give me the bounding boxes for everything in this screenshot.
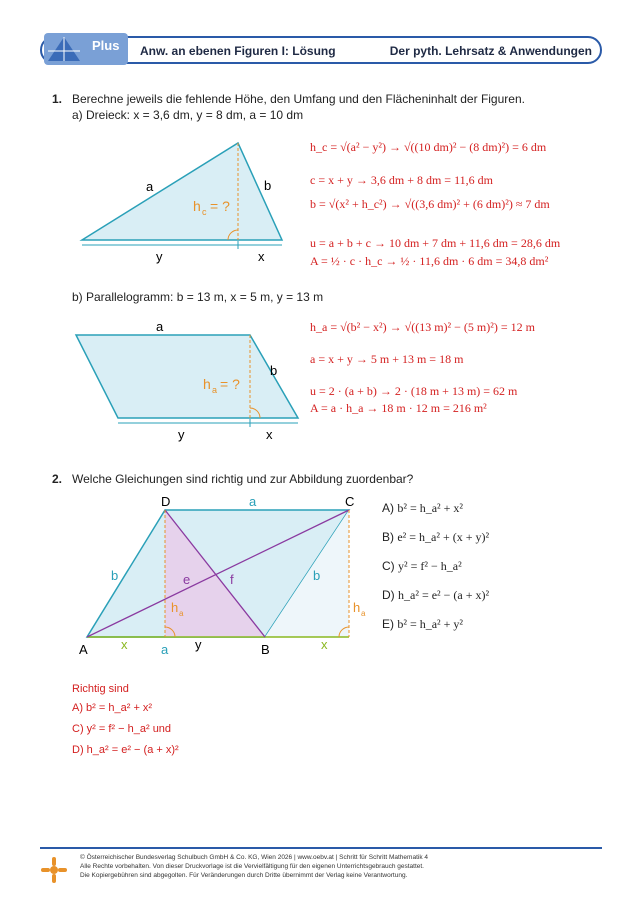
option-d: D) h_a² = e² − (a + x)² bbox=[382, 588, 490, 602]
option-c: C) y² = f² − h_a² bbox=[382, 559, 462, 573]
calc-b: b = √(x² + h_c²) → √((3,6 dm)² + (6 dm)²) ≈ 7 dm bbox=[310, 197, 550, 211]
svg-text:a: a bbox=[179, 609, 184, 618]
sheet-topic: Der pyth. Lehrsatz & Anwendungen bbox=[389, 44, 592, 58]
segment-y: y bbox=[195, 637, 202, 652]
side-b-label: b bbox=[270, 363, 278, 378]
task1-number: 1. bbox=[52, 92, 63, 106]
answer-title: Richtig sind bbox=[72, 683, 129, 695]
option-a: A) b² = h_a² + x² bbox=[382, 501, 463, 515]
side-b-left: b bbox=[111, 568, 119, 583]
height-ha-1: h bbox=[171, 600, 179, 615]
calc-hc: h_c = √(a² − y²) → √((10 dm)² − (8 dm)²) = 6 dm bbox=[310, 140, 547, 154]
segment-x-2: x bbox=[321, 637, 328, 652]
sheet-title: Anw. an ebenen Figuren I: Lösung bbox=[140, 44, 336, 58]
side-b-right: b bbox=[313, 568, 321, 583]
segment-y-label: y bbox=[156, 249, 163, 264]
segment-y-label: y bbox=[178, 427, 185, 442]
task1b-label: b) Parallelogramm: b = 13 m, x = 5 m, y = 13 m bbox=[72, 290, 324, 304]
side-b-label: b bbox=[264, 178, 272, 193]
diagonal-e: e bbox=[183, 572, 191, 587]
geometry-figure bbox=[75, 492, 370, 660]
segment-x-1: x bbox=[121, 637, 128, 652]
task2-number: 2. bbox=[52, 472, 63, 486]
triangle-logo-icon bbox=[44, 33, 84, 65]
triangle-figure bbox=[70, 135, 290, 270]
svg-text:a: a bbox=[361, 609, 366, 618]
answer-c: C) y² = f² − h_a² und bbox=[72, 723, 172, 735]
height-ha-2: h bbox=[353, 600, 361, 615]
option-e: E) b² = h_a² + y² bbox=[382, 617, 463, 631]
calc-area: A = ½ · c · h_c → ½ · 11,6 dm · 6 dm = 34,8 dm² bbox=[310, 254, 549, 268]
task2-text: Welche Gleichungen sind richtig und zur Abbildung zuordenbar? bbox=[72, 472, 414, 486]
publisher-logo-icon bbox=[40, 856, 68, 884]
calc-area: A = a · h_a → 18 m · 12 m = 216 m² bbox=[310, 401, 487, 415]
calc-a: a = x + y → 5 m + 13 m = 18 m bbox=[310, 352, 464, 366]
svg-text:= ?: = ? bbox=[210, 198, 230, 214]
height-ha-label: h bbox=[203, 376, 211, 392]
task1a-label: a) Dreieck: x = 3,6 dm, y = 8 dm, a = 10 dm bbox=[72, 108, 304, 122]
logo-text: Plus bbox=[92, 38, 120, 53]
svg-text:c: c bbox=[202, 207, 207, 217]
option-b: B) e² = h_a² + (x + y)² bbox=[382, 530, 490, 544]
diagonal-f: f bbox=[230, 572, 234, 587]
svg-text:a: a bbox=[212, 385, 218, 395]
segment-x-label: x bbox=[266, 427, 273, 442]
footer-text: © Österreichischer Bundesverlag Schulbuch GmbH & Co. KG, Wien 2026 | www.oebv.at | Schritt für Schritt Mathematik 4 Alle Rechte vorbehalten. Von dieser Druckvorlage ist die Vervielfältigung für den eigenen Unterrichtsgebrauch gestattet. Die Kopiergebühren sind abgegolten. Für Veränderungen durch Dritte übernimmt der Verlag keine Verantwortung. bbox=[80, 854, 428, 879]
segment-x-label: x bbox=[258, 249, 265, 264]
side-a-top: a bbox=[249, 494, 257, 509]
footer-line bbox=[40, 847, 602, 849]
task1-text: Berechne jeweils die fehlende Höhe, den Umfang und den Flächeninhalt der Figuren. bbox=[72, 92, 525, 106]
parallelogram-figure bbox=[70, 315, 300, 445]
side-a-bottom: a bbox=[161, 642, 169, 657]
svg-text:= ?: = ? bbox=[220, 376, 240, 392]
answer-a: A) b² = h_a² + x² bbox=[72, 702, 153, 714]
vertex-a: A bbox=[79, 642, 88, 657]
height-hc-label: h bbox=[193, 198, 201, 214]
logo bbox=[44, 33, 128, 65]
side-a-label: a bbox=[146, 179, 154, 194]
vertex-d: D bbox=[161, 494, 171, 509]
calc-u: u = 2 · (a + b) → 2 · (18 m + 13 m) = 62 m bbox=[310, 384, 518, 398]
answer-d: D) h_a² = e² − (a + x)² bbox=[72, 744, 179, 756]
vertex-b: B bbox=[261, 642, 270, 657]
calc-u: u = a + b + c → 10 dm + 7 dm + 11,6 dm = 28,6 dm bbox=[310, 236, 561, 250]
side-a-label: a bbox=[156, 319, 164, 334]
calc-ha: h_a = √(b² − x²) → √((13 m)² − (5 m)²) = 12 m bbox=[310, 320, 535, 334]
calc-c: c = x + y → 3,6 dm + 8 dm = 11,6 dm bbox=[310, 173, 493, 187]
vertex-c: C bbox=[345, 494, 355, 509]
